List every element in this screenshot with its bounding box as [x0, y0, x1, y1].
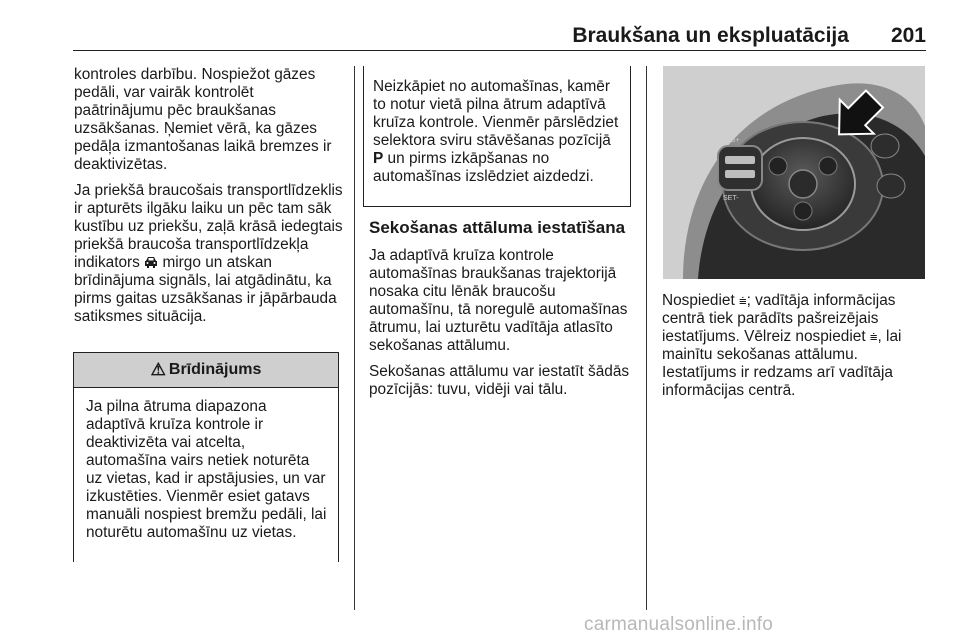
note-box — [363, 66, 631, 207]
paragraph-text: ; vadītāja informācijas centrā tiek parādīts pašreizējais iestatījums. Vēlreiz nospiediet — [662, 292, 896, 345]
watermark: carmanualsonline.info — [584, 614, 774, 635]
paragraph — [662, 292, 926, 400]
warning-box — [73, 352, 339, 562]
warning-triangle-icon: ⚠ — [150, 360, 166, 379]
note-text-part: un pirms izkāpšanas no automašīnas izslēdziet aizdedzi. — [373, 150, 594, 185]
note-text — [364, 66, 630, 186]
paragraph-text: mirgo un atskan brīdinājuma signāls, lai atgādinātu, ka pirms gaitas uzsākšanas ir jāpārbauda satiksmes situācija. — [74, 254, 337, 325]
paragraph-text: Nospiediet — [662, 292, 735, 309]
column-middle — [369, 247, 635, 407]
page-number: 201 — [890, 24, 926, 47]
chapter-title: Braukšana un ekspluatācija — [572, 24, 849, 47]
warning-heading: Brīdinājums — [168, 361, 262, 378]
gear-position: P — [373, 150, 384, 167]
paragraph: kontroles darbību. Nospiežot gāzes pedāli, var vairāk kontrolēt paātrinājumu pēc braukšanas uzsākšanas. Ņemiet vērā, ka gāzes pedāļa izmantošanas laikā bremzes ir deaktivizētas. — [74, 66, 332, 173]
paragraph: Ja adaptīvā kruīza kontrole automašīnas braukšanas trajektorijā nosaka citu lēnāk braucošu automašīnu, tā noregulē automašīnas ātrumu, lai uzturētu vadītāja atlasīto sekošanas attālumu. — [369, 247, 628, 354]
steering-wheel-photo — [663, 66, 925, 279]
following-distance-icon: ⩧ — [739, 293, 747, 308]
paragraph: Sekošanas attālumu var iestatīt šādās pozīcijās: tuvu, vidēji vai tālu. — [369, 363, 630, 398]
page-header — [73, 22, 926, 51]
column-right — [662, 292, 926, 408]
column-left — [74, 66, 344, 334]
set-label: SET- — [723, 195, 739, 202]
note-text-part: Neizkāpiet no automašīnas, kamēr to notur vietā pilna ātrum adaptīvā kruīza kontrole. Vienmēr pārslēdziet selektora sviru stāvēšanas pozīcijā — [373, 78, 619, 149]
front-vehicle-icon — [144, 256, 158, 268]
section-heading: Sekošanas attāluma iestatīšana — [369, 218, 626, 237]
column-divider — [354, 66, 355, 610]
paragraph-text: , lai mainītu sekošanas attālumu. Iestatījums ir redzams arī vadītāja informācijas centrā. — [662, 328, 902, 399]
warning-header — [74, 352, 338, 388]
following-distance-icon: ⩧ — [869, 329, 878, 344]
steering-wheel-illustration — [663, 66, 925, 279]
warning-text: Ja pilna ātruma diapazona adaptīvā kruīza kontrole ir deaktivizēta vai atcelta, automašīna vairs netiek noturēta uz vietas, kad ir apstājusies, un var izkustēties. Vienmēr esiet gatavs manuāli nospiest bremžu pedāli, lai noturētu automašīnu uz vietas. — [86, 398, 327, 541]
paragraph — [74, 182, 344, 326]
paragraph-text: Ja priekšā braucošais transportlīdzeklis ir apturēts ilgāku laiku un pēc tam sāk kustību uz priekšu, zaļā krāsā iedegtais priekšā braucoša transportlīdzekļa indikators — [74, 182, 343, 271]
res-label: RES+ — [721, 137, 740, 144]
column-divider — [646, 66, 647, 610]
